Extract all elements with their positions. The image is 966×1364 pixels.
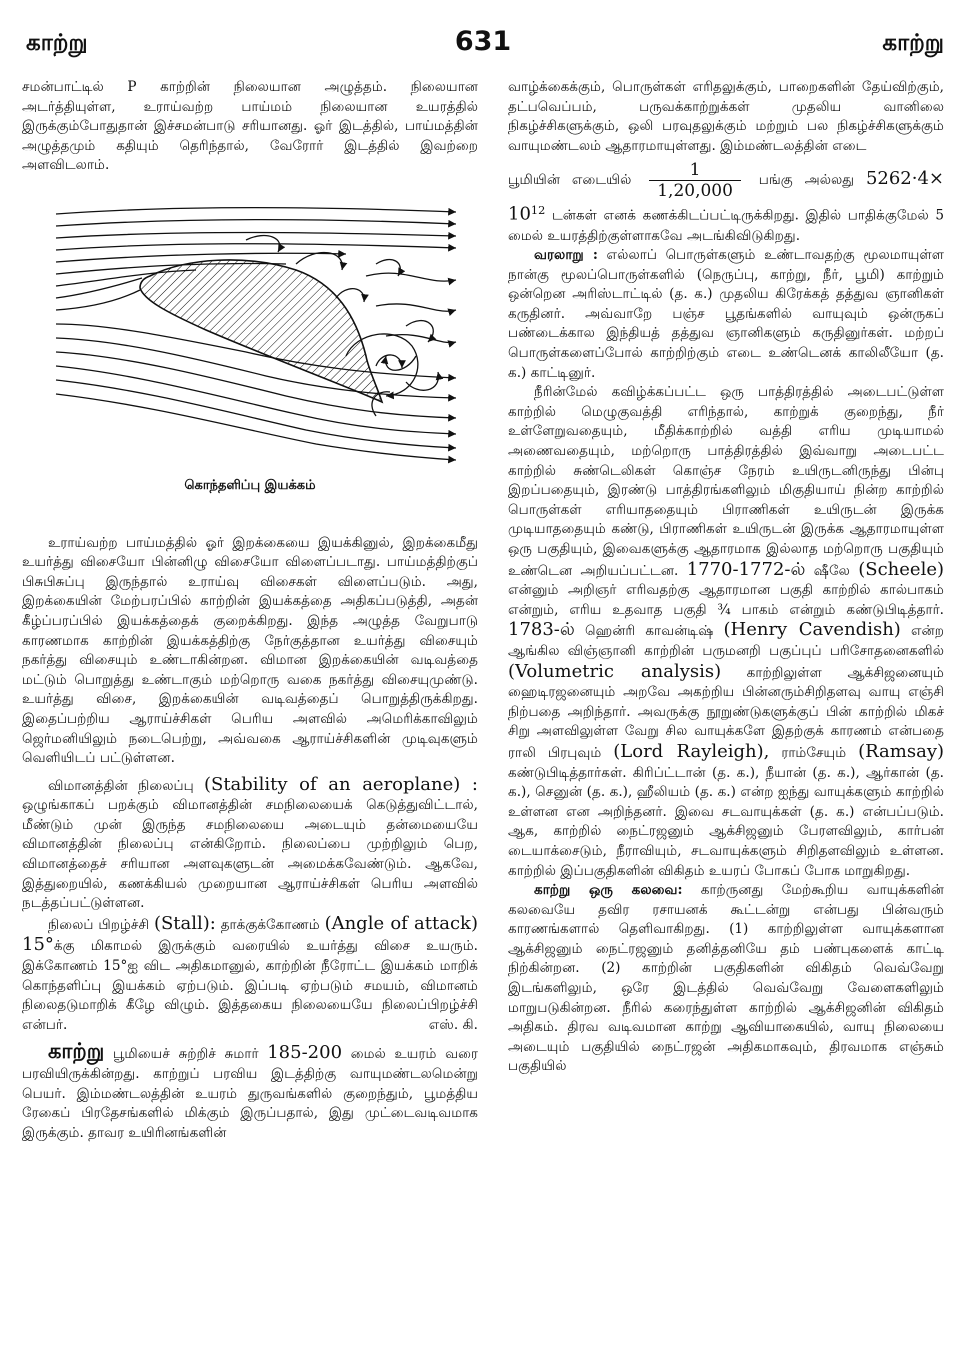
fraction: $\frac{1}{1,20,000}$ [649, 160, 741, 201]
paragraph: காற்று ஒரு கலவை: காற்ருனது மேற்கூறிய வாயுக்களின் கலவையே தவிர ரசாயனக் கூட்டன்று என்பது பின்வரும் காரணங்களால் தெளிவாகிறது. (1) காற்றிலுள்ள வாயுக்களான ஆக்சிஜனும் நைட்ரஜனும் தனித்தனியே தம் பண்புகளைக் காட்டி நிற்கின்றன. (2) காற்றின் பகுதிகளின் விகிதம் வெவ்வேறு இடங்களிலும், ஒரே இடத்தில் வெவ்வேறு வேளைகளிலும் மாறுபடுகின்றன. நீரில் கரைந்துள்ள காற்றில் ஆக்சிஜனின் விகிதம் அதிகம். திரவ வடிவமான காற்று ஆவியாகையில், வாயு நிலையை அடையும் பகுதியில் நைட்ரஜன் அதிகமாகவும், திரவமாக எஞ்சும் பகுதியில் [508, 882, 944, 1075]
section-term: விமானத்தின் நிலைப்பு [48, 777, 194, 794]
turbulence-figure [46, 206, 466, 464]
paragraph: சமன்பாட்டில் P காற்றின் நிலையான அழுத்தம். நிலையான அடர்த்தியுள்ள, உராய்வற்ற பாய்மம் நிலையான உயரத்தில் இருக்கும்போதுதான் இச்சமன்பாடு சரியானது. ஓர் இடத்தில், பாய்மத்தின் அழுத்தமும் கதியும் தெரிந்தால், வேரோர் இடத்தில் இவற்றை அளவிடலாம். [22, 79, 478, 174]
section-heading: வரலாறு : [534, 247, 598, 264]
section-heading: காற்று ஒரு கலவை: [534, 882, 683, 899]
section-term-english: (Stability of an aeroplane) : [203, 773, 478, 795]
page-number: 631 [454, 26, 512, 57]
right-column [508, 78, 944, 1077]
running-head-right: காற்று [882, 30, 944, 56]
entry-title: காற்று [48, 1038, 105, 1064]
paragraph: நீரின்மேல் கவிழ்க்கப்பட்ட ஒரு பாத்திரத்தில் அடைபட்டுள்ள காற்றில் மெழுகுவத்தி எரிந்தால், காற்றுக் குறைந்து, நீர் உள்ளேறுவதையும், மீதிக்காற்றில் வத்தி எரிய முடியாமல் அணைவதையும், மற்றொரு பாத்திரத்தில் இவ்வாறு அடைபட்ட காற்றில் சுண்டெலிகள் கொஞ்ச நேரம் உயிருடனிருந்து பின்பு இறப்பதையும், இரண்டு பாத்திரங்களிலும் மிகுதியாய் நின்ற காற்றில் பொருள்கள் எரியாததையும் பிராணிகள் உயிருடன் இருக்க முடியாததையும் கண்டு, பிராணிகள் உயிருடன் இருக்க ஆதாரமாயுள்ள ஒரு பகுதியும், இவைகளுக்கு ஆதாரமாக இல்லாத மற்றொரு பகுதியும் உண்டென அறியப்பட்டன. 1770-1772-ல் ஷீலே (Scheele) என்னும் அறிஞர் எரிவதற்கு ஆதாரமான பகுதி காற்றில் கால்பாகம் என்றும், எரிய உதவாத பகுதி ¾ பாகம் என்றும் கண்டுபிடித்தார். 1783-ல் ஹென்ரி காவன்டிஷ் (Henry Cavendish) என்ற ஆங்கில விஞ்ஞானி காற்றின் பருமனறி பகுப்புப் பரிசோதனைகளில் (Volumetric analysis) காற்றிலுள்ள ஆக்சிஜனையும் ஹைடிரஜனையும் அறவே அகற்றிய பின்னரும்சிறிதளவு வாயு எஞ்சி நிற்பதை அறிந்தார். அவருக்கு நூறுண்டுகளுக்குப் பின் காற்றில் மிகச் சிறு அளவிலுள்ள வேறு சில வாயுக்களே இதற்குக் காரணம் என்பதை ராலி பிரபுவும் (Lord Rayleigh), ராம்சேயும் (Ramsay) கண்டுபிடித்தார்கள். கிரிப்ட்டான் (த. க.), நீயான் (த. க.), ஆர்கான் (த. க.), செனுன் (த. க.), ஹீலியம் (த. க.) என்ற ஐந்து வாயுக்களும் காற்றில் உள்ளன என அறிந்தனர். இவை சடவாயுக்கள் (த. க.) என்பப்படும். ஆக, காற்றில் நைட்ரஜனும் ஆக்சிஜனும் பேரளவிலும், கார்பன் டையாக்சைடும், நீராவியும், சடவாயுக்களும் சிறிதளவிலும் உள்ளன. காற்றில் இப்பகுதிகளின் விகிதம் உயரப் போகப் போக மாறுகிறது. [508, 384, 945, 879]
paragraph: உராய்வற்ற பாய்மத்தில் ஓர் இறக்கையை இயக்கினுல், இறக்கைமீது உயர்த்து விசையோ பின்னிழு விசையோ விளைப்படாது. பாய்மத்திற்குப் பிசுபிசுப்பு இருந்தால் உராய்வு விசைகள் விளைப்படும். அது, இறக்கையின் மேற்பரப்பில் காற்றின் இயக்கத்தை அதிகப்படுத்தி, அதன் கீழ்ப்பரப்பில் இயக்கத்தைக் குறைக்கிறது. இந்த அழுத்த வேறுபாடு காரணமாக காற்றின் இயக்கத்திற்கு நேர்குத்தான உயர்த்து விசையும் நகர்த்து விசையும் உண்டாகின்றன. விமான இறக்கையின் வடிவத்தை மட்டும் பொறுத்து உண்டாகும் மற்றொரு வகை நகர்த்து விசையுமுண்டு. உயர்த்து விசை, இறக்கையின் வடிவத்தைப் பொறுத்திருக்கிறது. இதைப்பற்றிய ஆராய்ச்சிகள் பெரிய அளவில் அமெரிக்காவிலும் ஜெர்மனியிலும் நடைபெற்று, அவ்வகை ஆராய்ச்சிகளின் முடிவுகளும் வெளியிடப் பட்டுள்ளன. [22, 534, 478, 767]
section-term: நிலைப் பிறழ்ச்சி [48, 916, 150, 933]
paragraph: விமானத்தின் நிலைப்பு (Stability of an aeroplane) : ஒழுங்காகப் பறக்கும் விமானத்தின் சமநிலையைக் கெடுத்துவிட்டால், மீண்டும் முன் இருந்த சமநிலையை அடையும் தன்மையையே விமானத்தின் நிலைப்பு என்கிறோம். நிலைப்பை முற்றிலும் பெற, விமானத்தைச் சரியான அளவுகளுடன் அமைக்கவேண்டும். ஆகவே, இத்துறையில், கணக்கியல் முறையான ஆராய்ச்சிகள் பெரிய அளவில் நடத்தப்பட்டுள்ளன. [22, 773, 478, 912]
figure-caption: கொந்தளிப்பு இயக்கம் [184, 477, 316, 493]
paragraph: வாழ்க்கைக்கும், பொருள்கள் எரிதலுக்கும், பாறைகளின் தேய்விற்கும், தட்பவெப்பம், பருவக்காற்றுக்கள் முதலிய வானிலை நிகழ்ச்சிகளுக்கும், ஒலி பரவுதலுக்கும் மற்றும் பல நிகழ்ச்சிகளுக்கும் வாயுமண்டலம் ஆதாரமாயுள்ளது. இம்மண்டலத்தின் எடை [508, 79, 944, 154]
author-signature: எஸ். கி. [428, 1016, 478, 1033]
paragraph: நிலைப் பிறழ்ச்சி (Stall): தாக்குக்கோணம் (Angle of attack) 15°க்கு மிகாமல் இருக்கும் வரையில் உயர்த்து விசை உயரும். இக்கோணம் 15°ஐ விட அதிகமானுல், காற்றின் நீரோட்ட இயக்கம் மாறிக் கொந்தளிப்பு இயக்கம் ஏற்படும். இப்படி ஏற்படும் சமயம், விமானம் நிலைதடுமாறிக் கீழே விழும். இத்தகைய நிலையையே நிலைப்பிறழ்ச்சி என்பர். எஸ். கி. [22, 914, 478, 1036]
running-head-left: காற்று [26, 30, 88, 56]
paragraph: வரலாறு : எல்லாப் பொருள்களும் உண்டாவதற்கு மூலமாயுள்ள நான்கு மூலப்பொருள்களில் (நெருப்பு, காற்று, நீர், பூமி) காற்றும் ஒன்றென அரிஸ்டாட்டில் (த. க.) முதலிய கிரேக்கத் தத்துவ ஞானிகள் கருதினர். அவ்வாறே பஞ்ச பூதங்களில் வாயுவும் ஒன்ருகப் பண்டைக்கால இந்தியத் தத்துவ ஞானிகளும் கருதினுர்கள். மற்றப் பொருள்களைப்போல் காற்றிற்கும் எடை உண்டெனக் காலிலீயோ (த. க.) காட்டினுர். [508, 247, 944, 381]
left-column [22, 78, 478, 1143]
entry-paragraph: காற்று பூமியைச் சுற்றிச் சுமார் 185-200 மைல் உயரம் வரை பரவியிருக்கின்றது. காற்றுப் பரவிய இடத்திற்கு வாயுமண்டலமென்று பெயர். இம்மண்டலத்தின் உயரம் துருவங்களில் குறைந்தும், பூமத்திய ரேகைப் பிரதேசங்களில் மிக்கும் இருப்பதால், இது முட்டைவடிவமாக இருக்கும். தாவர உயிரினங்களின் [22, 1038, 478, 1141]
paragraph: பூமியின் எடையில் $\frac{1}{1,20,000}$ பங்கு அல்லது $5262\cdot 4\times 10^{12}$ டன்கள் எனக் கணக்கிடப்பட்டிருக்கிறது. இதில் பாதிக்குமேல் 5 மைல் உயரத்திற்குள்ளாகவே அடங்கிவிடுகிறது. [508, 160, 945, 244]
